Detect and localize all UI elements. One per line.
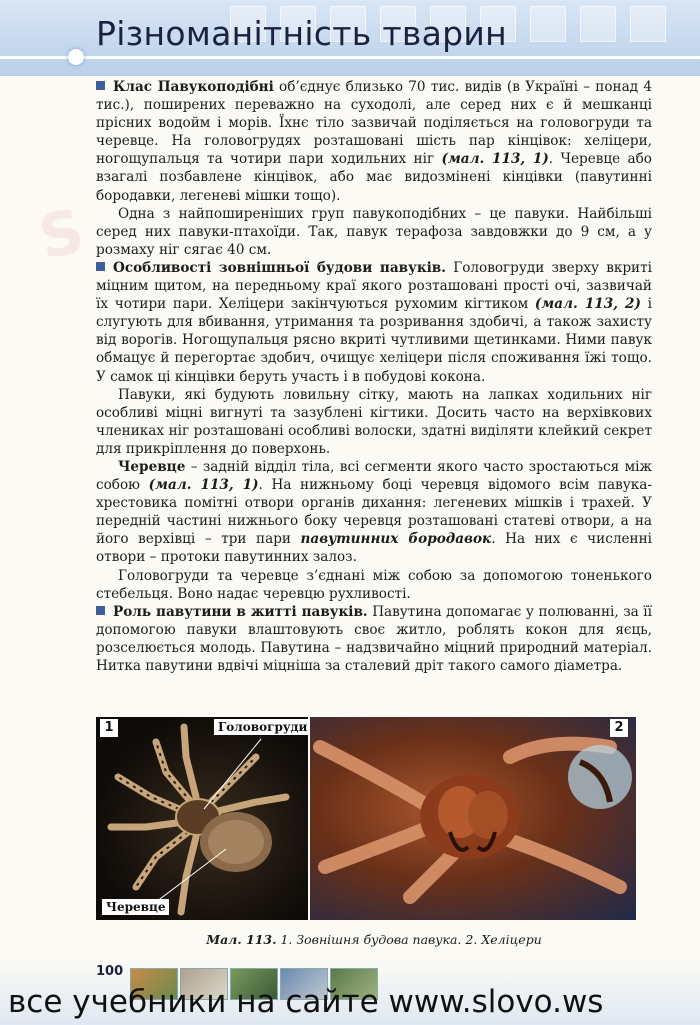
text-span: . На нижньому боці черевця відомого всім павука-хрестовика помітні отвори органів дихання: легеневих мішків і трахей. У передній частині нижнього боку черевця розташовані статеві отвори, а на його верхівці – три пари bbox=[96, 477, 652, 548]
figure-reference: (мал. 113, 1) bbox=[441, 151, 549, 168]
paragraph-claws: Павуки, які будують ловильну сітку, мають на лапках ходильних ніг особливі міцні вигнуті та зазублені кігтики. Досить часто на верхівкових члениках ніг розташовані особливі волоски, здатні виділяти клейкий секрет для прикріплення до поверхонь. bbox=[96, 386, 652, 457]
spider-photo bbox=[96, 717, 308, 920]
page-header bbox=[0, 0, 700, 76]
figure-reference: (мал. 113, 2) bbox=[534, 296, 641, 313]
tarantula-illustration bbox=[96, 717, 308, 920]
section-heading: Особливості зовнішньої будови павуків. bbox=[113, 259, 446, 276]
paragraph-external-structure bbox=[96, 259, 652, 386]
label-abdomen: Черевце bbox=[102, 899, 169, 915]
figure-caption bbox=[96, 932, 652, 947]
term-arachnida: Клас Павукоподібні bbox=[113, 79, 274, 95]
paragraph-pedicel: Головогруди та черевце з’єднані між собою за допомогою тоненького стебельця. Воно надає черевцю рухливості. bbox=[96, 567, 652, 602]
page-number: 100 bbox=[96, 964, 124, 979]
chapter-title: Різноманітність тварин bbox=[96, 14, 507, 53]
paragraph-spiders: Одна з найпоширеніших груп павукоподібних – це павуки. Найбільші серед них павуки-птахоїди. Так, павук терафоза завдовжки до 9 см, а у розмаху ніг сягає 40 см. bbox=[96, 205, 652, 258]
header-rule bbox=[0, 56, 700, 59]
figure-number-1: 1 bbox=[100, 719, 118, 737]
body-text bbox=[96, 78, 652, 675]
text-span: і слугують для вбивання, утримання та розривання здобичі, а також захисту від ворогів. Ногощупальця рясно вкриті чутливими щетинками. Ними павук обмацує й перегортає здобич, очищує хеліцери після споживання їжі тощо. У самок ці кінцівки беруть участь і в побудові кокона. bbox=[96, 296, 652, 385]
caption-reference: Мал. 113. bbox=[206, 932, 277, 947]
text-span: – задній відділ тіла, всі сегменти якого часто зростаються між собою bbox=[96, 458, 652, 494]
bullet-square-icon bbox=[96, 81, 105, 90]
chelicerae-photo bbox=[310, 717, 636, 920]
term-spinnerets: павутинних бородавок bbox=[300, 531, 492, 548]
site-banner: все учебники на сайте www.slovo.ws bbox=[8, 984, 604, 1020]
text-span: Головогруди зверху вкриті міцним щитом, на передньому краї якого розташовані прості очі, зазвичай їх чотири пари. Хеліцери закінчуються рухомим кігтиком bbox=[96, 259, 652, 313]
bullet-square-icon bbox=[96, 262, 105, 271]
text-span: . Черевце або взагалі позбавлене кінцівок, або має видозмінені кінцівки (павутинні бородавки, легеневі мішки тощо). bbox=[96, 151, 652, 204]
label-cephalothorax: Головогруди bbox=[214, 719, 308, 735]
figure-number-2: 2 bbox=[610, 719, 628, 737]
text-span: Павутина допомагає у полюванні, за її допомогою павуки влаштовують своє житло, роблять кокон для яєць, розселюється молодь. Павутина – надзвичайно міцний природний матеріал. Нитка павутини вдвічі міцніша за сталевий дріт такого самого діаметра. bbox=[96, 603, 652, 674]
term-abdomen: Черевце bbox=[118, 458, 186, 475]
paragraph-web-role bbox=[96, 603, 652, 675]
section-heading: Роль павутини в житті павуків. bbox=[113, 603, 368, 620]
chelicerae-illustration bbox=[310, 717, 636, 920]
paragraph-class-arachnida bbox=[96, 78, 652, 205]
caption-text: 1. Зовнішня будова павука. 2. Хеліцери bbox=[276, 932, 542, 947]
header-dot bbox=[68, 49, 84, 65]
figure-reference: (мал. 113, 1) bbox=[148, 477, 259, 494]
text-span: . На них є численні отвори – протоки павутинних залоз. bbox=[96, 531, 652, 566]
text-span: об’єднує близько 70 тис. видів (в Україні – понад 4 тис.), поширених переважно на суходолі, але серед них є й мешканці прісних водойм і морів. Їхнє тіло зазвичай поділяється на головогруди та черевце. На головогрудях розташовані шість пар кінцівок: хеліцери, ногощупальця та чотири пари ходильних ніг bbox=[96, 79, 652, 168]
watermark: S bbox=[33, 196, 91, 274]
bullet-square-icon bbox=[96, 606, 105, 615]
paragraph-abdomen bbox=[96, 458, 652, 567]
